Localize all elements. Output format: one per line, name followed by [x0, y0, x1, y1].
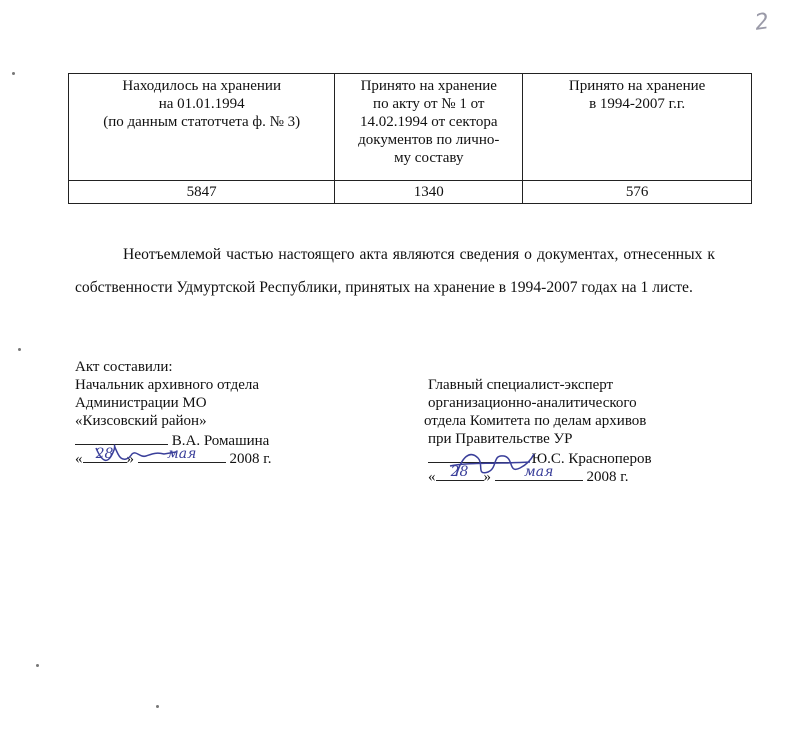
quote-close: » [483, 469, 491, 485]
header-line: в 1994-2007 г.г. [589, 96, 686, 112]
right-title-line: отдела Комитета по делам архивов [424, 413, 647, 429]
header-line: документов по лично- [358, 132, 500, 148]
left-title-line: Начальник архивного отдела [75, 377, 260, 393]
scan-speck [36, 664, 39, 667]
left-signature-blank [75, 430, 168, 445]
right-title-line: при Правительстве УР [428, 431, 573, 447]
quote-close: » [126, 451, 134, 467]
header-line: Принято на хранение [360, 78, 497, 94]
left-date-day-blank [83, 448, 127, 463]
right-date-day-blank [436, 466, 484, 481]
left-date-line [75, 448, 271, 466]
header-line: на 01.01.1994 [158, 96, 245, 112]
left-title-line: «Кизсовский район» [75, 413, 207, 429]
header-cell-accepted-act [335, 74, 523, 181]
left-date-month: мая [167, 446, 197, 462]
right-date-year: 2008 г. [586, 469, 629, 485]
right-date-line [428, 466, 652, 484]
scan-speck [156, 705, 159, 708]
header-line: му составу [394, 150, 464, 166]
right-date-month-blank [495, 466, 583, 481]
signature-block-left [75, 358, 271, 466]
signature-block-right [424, 376, 652, 485]
header-line: Находилось на хранении [122, 78, 281, 94]
scan-speck [18, 348, 21, 351]
table-values-row [69, 181, 752, 204]
value-cell: 1340 [335, 181, 523, 204]
value-cell: 576 [523, 181, 752, 204]
header-line: (по данным статотчета ф. № 3) [103, 114, 301, 130]
header-cell-stored [69, 74, 335, 181]
right-date-month: мая [524, 464, 554, 480]
holdings-table [68, 73, 752, 204]
left-date-day: 28 [95, 446, 114, 462]
left-signer-name: В.А. Ромашина [171, 433, 270, 449]
right-signature-blank [428, 448, 528, 463]
right-title-line: организационно-аналитического [428, 395, 637, 411]
header-line: 14.02.1994 от сектора [360, 114, 498, 130]
page-number: 2 [753, 9, 771, 36]
left-date-year: 2008 г. [229, 451, 272, 467]
quote-open: « [428, 469, 436, 485]
body-paragraph: Неотъемлемой частью настоящего акта являются сведения о документах, отнесенных к собственности Удмуртской Республики, принятых на хранение в 1994-2007 годах на 1 листе. [75, 246, 715, 296]
scan-speck [12, 72, 15, 75]
table-header-row [69, 74, 752, 181]
right-date-day: 28 [450, 464, 469, 480]
value-cell: 5847 [69, 181, 335, 204]
header-line: по акту от № 1 от [373, 96, 485, 112]
quote-open: « [75, 451, 83, 467]
left-date-month-blank [138, 448, 226, 463]
left-title-line: Администрации МО [75, 395, 207, 411]
right-signer-name: Ю.С. Красноперов [531, 451, 652, 467]
header-line: Принято на хранение [568, 78, 706, 94]
signatures-intro: Акт составили: [75, 359, 173, 375]
header-cell-accepted-period [523, 74, 752, 181]
right-title-line: Главный специалист-эксперт [428, 377, 614, 393]
